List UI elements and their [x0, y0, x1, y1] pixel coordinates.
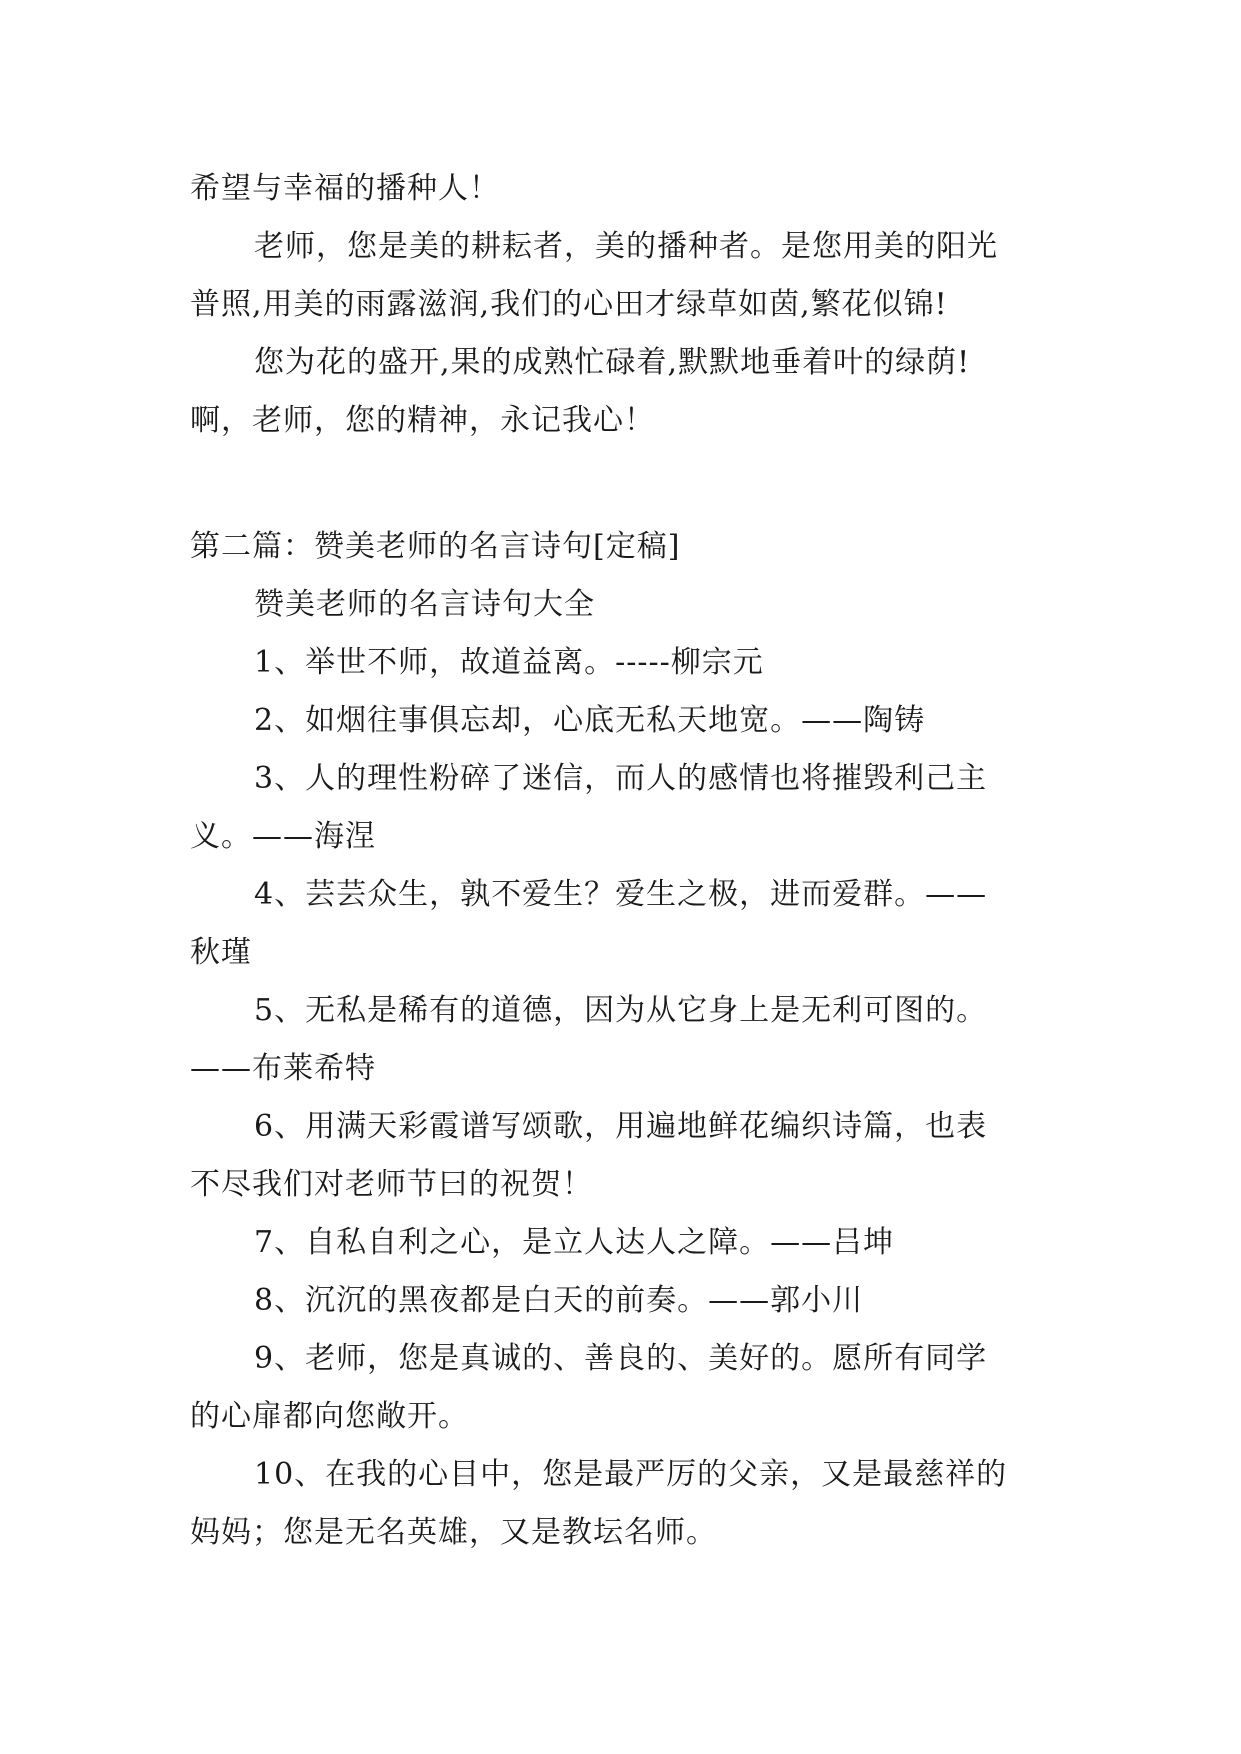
document-body: [190, 160, 1060, 1562]
section-two-heading: 第二篇：赞美老师的名言诗句[定稿]: [190, 529, 681, 564]
text-line: 啊，老师，您的精神，永记我心！: [190, 403, 655, 438]
text-line: 4、芸芸众生，孰不爱生？爱生之极，进而爱群。——: [254, 877, 988, 912]
text-line: 5、无私是稀有的道德，因为从它身上是无利可图的。: [254, 993, 988, 1028]
section-two: [190, 576, 1060, 1562]
text-line: 10、在我的心目中，您是最严厉的父亲，又是最慈祥的: [254, 1457, 1008, 1492]
text-line: 您为花的盛开,果的成熟忙碌着,默默地垂着叶的绿荫!: [254, 345, 971, 380]
text-line: 8、沉沉的黑夜都是白天的前奏。——郭小川: [254, 1283, 864, 1318]
text-line: 6、用满天彩霞谱写颂歌，用遍地鲜花编织诗篇，也表: [254, 1109, 988, 1144]
text-line: 普照,用美的雨露滋润,我们的心田才绿草如茵,繁花似锦!: [190, 287, 948, 322]
text-line: 9、老师，您是真诚的、善良的、美好的。愿所有同学: [254, 1341, 988, 1376]
text-line: 3、人的理性粉碎了迷信，而人的感情也将摧毁利己主: [254, 761, 988, 796]
text-line: 老师，您是美的耕耘者，美的播种者。是您用美的阳光: [254, 229, 998, 264]
text-line: 不尽我们对老师节曰的祝贺！: [190, 1167, 593, 1202]
text-line: 妈妈；您是无名英雄，又是教坛名师。: [190, 1515, 717, 1550]
text-line: 希望与幸福的播种人！: [190, 171, 500, 206]
text-line: 的心扉都向您敞开。: [190, 1399, 469, 1434]
text-line: ——布莱希特: [190, 1051, 376, 1086]
text-line: 赞美老师的名言诗句大全: [254, 587, 595, 622]
text-line: 7、自私自利之心，是立人达人之障。——吕坤: [254, 1225, 895, 1260]
text-line: 2、如烟往事俱忘却，心底无私天地宽。——陶铸: [254, 703, 926, 738]
section-gap: [190, 450, 1060, 518]
section-one: [190, 160, 1060, 450]
text-line: 义。——海涅: [190, 819, 376, 854]
text-line: 1、举世不师，故道益离。-----柳宗元: [254, 645, 764, 680]
text-line: 秋瑾: [190, 935, 252, 970]
